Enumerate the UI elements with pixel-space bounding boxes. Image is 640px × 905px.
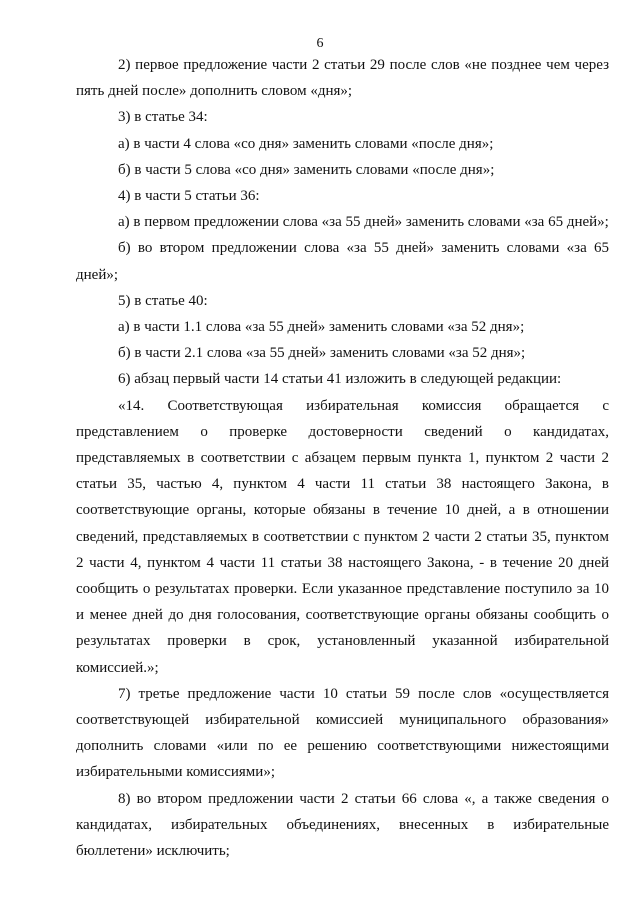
amendment-paragraph-4: 4) в части 5 статьи 36: <box>118 188 260 205</box>
amendment-paragraph-2: 2) первое предложение части 2 статьи 29 после слов «не позднее чем через пять дней после» дополнить словом «дня»; <box>76 57 609 100</box>
amendment-item-5b: б) в части 2.1 слова «за 55 дней» заменить словами «за 52 дня»; <box>118 345 526 362</box>
document-body <box>76 52 609 864</box>
amendment-paragraph-6: 6) абзац первый части 14 статьи 41 изложить в следующей редакции: <box>118 371 562 388</box>
amendment-item-4a: а) в первом предложении слова «за 55 дней» заменить словами «за 65 дней»; <box>118 214 609 231</box>
page-number: 6 <box>316 36 324 51</box>
amendment-paragraph-3: 3) в статье 34: <box>118 109 208 126</box>
amendment-paragraph-8: 8) во втором предложении части 2 статьи 66 слова «, а также сведения о кандидатах, избирательных объединениях, внесенных в избирательные бюллетени» исключить; <box>76 790 609 860</box>
new-text-part-14: «14. Соответствующая избирательная комиссия обращается с представлением о проверке достоверности сведений о кандидатах, представляемых в соответствии с абзацем первым пункта 1, пунктом 2 части 2 статьи 35, частью 4, пунктом 4 части 11 статьи 38 настоящего Закона, в соответствующие органы, которые обязаны в течение 10 дней, а в отношении сведений, представляемых в соответствии с пунктом 2 части 2 статьи 35, пунктом 2 части 4, пунктом 4 части 11 статьи 38 настоящего Закона, - в течение 20 дней сообщить о результатах проверки. Если указанное представление поступило за 10 и менее дней до дня голосования, соответствующие органы обязаны сообщить о результатах проверки в срок, установленный указанной избирательной комиссией.»; <box>76 397 609 676</box>
amendment-item-3a: а) в части 4 слова «со дня» заменить словами «после дня»; <box>118 135 494 152</box>
amendment-paragraph-5: 5) в статье 40: <box>118 292 208 309</box>
amendment-item-5a: а) в части 1.1 слова «за 55 дней» заменить словами «за 52 дня»; <box>118 319 525 336</box>
amendment-item-3b: б) в части 5 слова «со дня» заменить словами «после дня»; <box>118 161 495 178</box>
amendment-item-4b: б) во втором предложении слова «за 55 дней» заменить словами «за 65 дней»; <box>76 240 609 283</box>
amendment-paragraph-7: 7) третье предложение части 10 статьи 59 после слов «осуществляется соответствующей избирательной комиссией муниципального образования» дополнить словами «или по ее решению соответствующими нижестоящими избирательными комиссиями»; <box>76 685 609 781</box>
